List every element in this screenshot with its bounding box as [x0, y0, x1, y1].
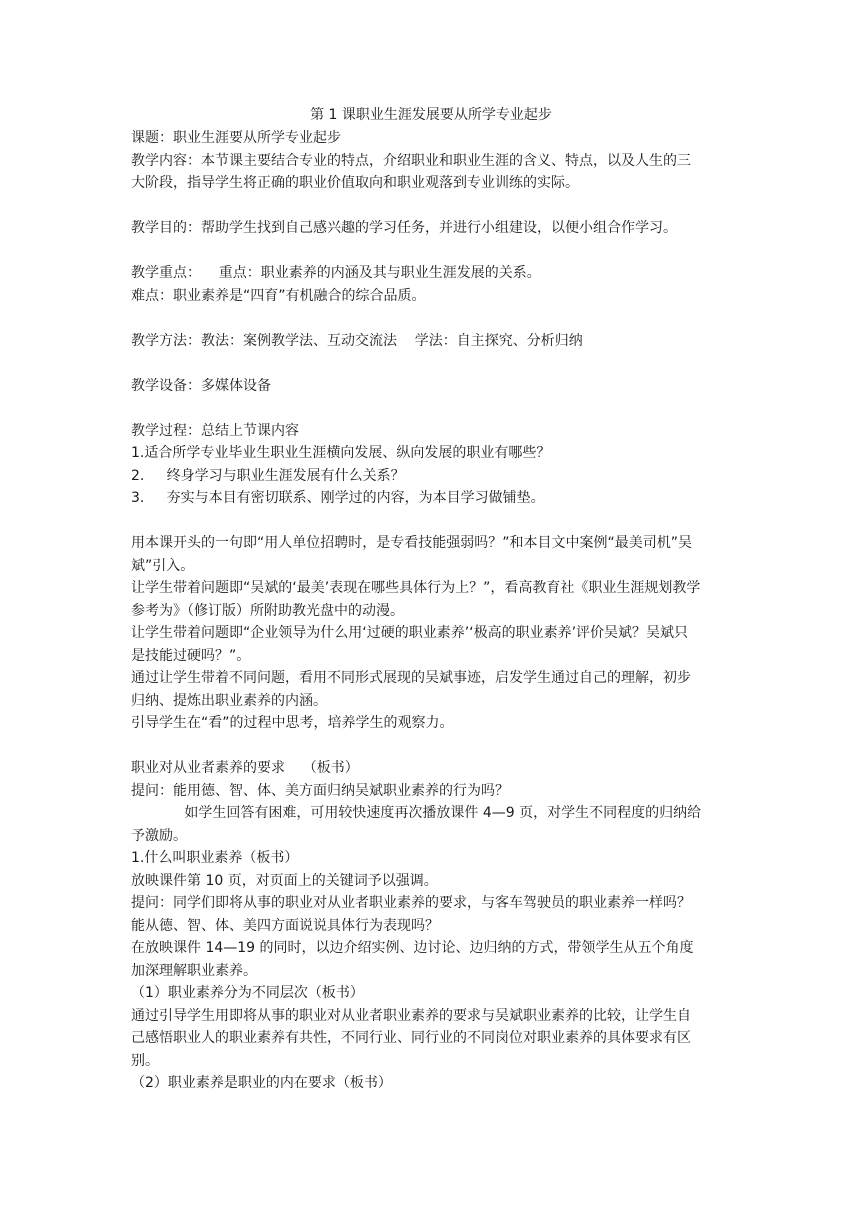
blank-line: [131, 397, 731, 420]
text-line: （1）职业素养分为不同层次（板书）: [131, 985, 364, 1001]
text-line: 3. 夯实与本目有密切联系、刚学过的内容，为本目学习做铺垫。: [131, 490, 545, 506]
blank-line: [131, 307, 731, 330]
text-line: 通过让学生带着不同问题，看用不同形式展现的吴斌事迹，启发学生通过自己的理解，初步: [131, 670, 691, 686]
text-line: 参考为》（修订版）所附助教光盘中的动漫。: [131, 602, 404, 619]
blank-line: [131, 735, 731, 758]
text-line: 职业对从业者素养的要求 （板书）: [131, 760, 359, 776]
text-line: 大阶段，指导学生将正确的职业价值取向和职业观落到专业训练的实际。: [131, 175, 579, 191]
text-line: 让学生带着问题即“企业领导为什么用‘过硬的职业素养’‘极高的职业素养’评价吴斌？吴斌只: [131, 625, 689, 641]
document-title: 第 1 课职业生涯发展要从所学专业起步: [310, 107, 552, 123]
document-page: [131, 104, 731, 1095]
text-line: 通过引导学生用即将从事的职业对从业者职业素养的要求与吴斌职业素养的比较，让学生自: [131, 1007, 691, 1024]
text-line: 放映课件第 10 页，对页面上的关键词予以强调。: [131, 872, 438, 889]
text-line: 课题：职业生涯要从所学专业起步: [131, 130, 341, 146]
text-line: （2）职业素养是职业的内在要求（板书）: [131, 1075, 392, 1091]
blank-line: [131, 240, 731, 263]
text-line: 提问：同学们即将从事的职业对从业者职业素养的要求，与客车驾驶员的职业素养一样吗？: [131, 895, 691, 911]
text-line: 教学方法：教法：案例教学法、互动交流法 学法：自主探究、分析归纳: [131, 332, 583, 349]
text-line: 加深理解职业素养。: [131, 962, 257, 979]
blank-line: [131, 510, 731, 533]
text-line: 己感悟职业人的职业素养有共性，不同行业、同行业的不同岗位对职业素养的具体要求有区: [131, 1030, 691, 1046]
text-line: 难点：职业素养是“四育”有机融合的综合品质。: [131, 287, 426, 304]
text-line: 能从德、智、体、美四方面说说具体行为表现吗？: [131, 917, 439, 934]
text-line: 教学重点： 重点：职业素养的内涵及其与职业生涯发展的关系。: [131, 265, 541, 281]
blank-line: [131, 352, 731, 375]
blank-line: [131, 195, 731, 218]
text-line: 予激励。: [131, 827, 187, 844]
text-line: 教学设备：多媒体设备: [131, 377, 271, 394]
text-line: 教学内容：本节课主要结合专业的特点，介绍职业和职业生涯的含义、特点，以及人生的三: [131, 152, 691, 169]
document-body: [131, 127, 731, 1095]
text-line: 2. 终身学习与职业生涯发展有什么关系？: [131, 467, 405, 484]
text-line: 1.什么叫职业素养（板书）: [131, 850, 299, 866]
text-line: 别。: [131, 1052, 159, 1069]
text-line: 教学过程：总结上节课内容: [131, 422, 299, 439]
text-line: 归纳、提炼出职业素养的内涵。: [131, 692, 327, 709]
text-line: 教学目的：帮助学生找到自己感兴趣的学习任务，并进行小组建设，以便小组合作学习。: [131, 220, 677, 236]
text-line: 如学生回答有困难，可用较快速度再次播放课件 4—9 页，对学生不同程度的归纳给: [131, 805, 702, 821]
text-line: 用本课开头的一句即“用人单位招聘时，是专看技能强弱吗？”和本目文中案例“最美司机”吴: [131, 535, 693, 551]
text-line: 在放映课件 14—19 的同时，以边介绍实例、边讨论、边归纳的方式，带领学生从五个角度: [131, 940, 694, 956]
text-line: 是技能过硬吗？”。: [131, 647, 251, 664]
text-line: 提问：能用德、智、体、美方面归纳吴斌职业素养的行为吗？: [131, 782, 509, 799]
text-line: 斌”引入。: [131, 557, 195, 574]
text-line: 让学生带着问题即“吴斌的‘最美’表现在哪些具体行为上？”，看高教育社《职业生涯规划教学: [131, 580, 701, 596]
text-line: 引导学生在“看”的过程中思考，培养学生的观察力。: [131, 715, 454, 731]
text-line: 1.适合所学专业毕业生职业生涯横向发展、纵向发展的职业有哪些？: [131, 445, 551, 461]
